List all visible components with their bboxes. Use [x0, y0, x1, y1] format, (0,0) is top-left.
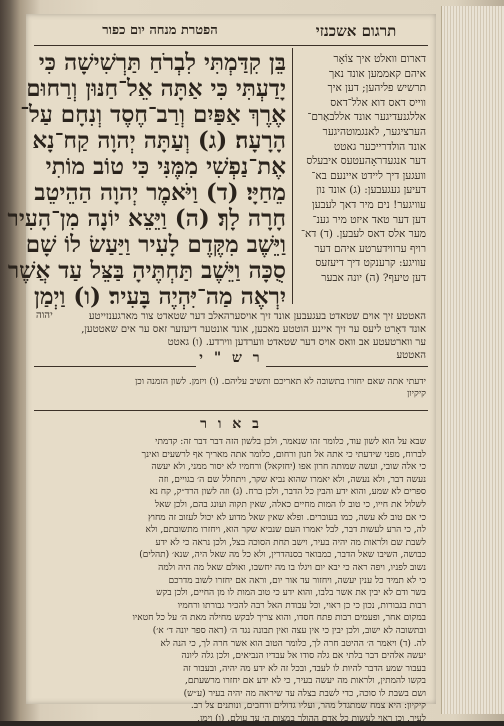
- translation-line: רויף ערווידערטע איהם דער: [314, 242, 426, 255]
- translation-wide-line: האטטע: [396, 350, 426, 361]
- rashi-line: ידעתי אתה שאם יחזרו בתשובה לא תאריכם ותשיב עליהם. (ו) ויזמן. לשון הזמנה וכן: [135, 377, 426, 387]
- haftarah-line: מֵחַיָּי׃ (ד) וַיֹּאמֶר יְהוָה הַהֵיטֵב: [34, 179, 286, 206]
- haftarah-line: אֶת־נַפְשִׁי מִמֶּנִּי כִּי טוֹב מוֹתִי: [45, 153, 286, 180]
- yiddish-translation-column: [286, 52, 426, 286]
- rashi-commentary: [36, 376, 426, 400]
- translation-line: עוויגער! נים מיר דאך לעבען: [311, 198, 426, 211]
- biur-commentary: [36, 436, 426, 726]
- biur-line: לה, כי הרע לעשות דבר, לבל יאמרו העם שנביא שקר הוא, ויחזרו מתשובתם, ולא: [145, 525, 426, 536]
- biur-line: רבות בגבורות, נכון כי כן ראוי, וכל עבודת האל רבה להכיר גבורתו ורחמיו: [177, 600, 426, 611]
- translation-wide-line: האטטע זיך אוים שטאדט בעגעבען אונד זיך אויסערהאלב דער שטאדט צור מארגענזייטע: [88, 311, 426, 322]
- translation-line: הערציגער, לאנגמוטהיגער: [322, 125, 426, 138]
- biur-line: בקשו להמתין, ולראות מה יעשה בעיר, כי לא ידע אם יחזרו מרשעתם,: [184, 676, 426, 687]
- biur-line: נעשה דבר, ולא נעשה, ולא יאמרו שהוא נביא שקר, ויתחלל שם ה׳ בגויים, וזה: [158, 474, 426, 485]
- translation-line: וועגען דיך ליידט איינעם בא־: [311, 169, 426, 182]
- biur-line: ספרים לא שמע, והוא ידע והבין כל הדבר, ולכן ברח. (ג) וזה לשון הרד״ק, קח נא: [149, 487, 426, 498]
- biur-line: ובתשובה לא ישוב, ולכן יבין כי אין עצה ואין תבונה נגד ה׳ (ראה ספר יונה ד׳ א׳): [152, 625, 426, 636]
- biur-line: לברוח, מפני שידעתי כי אתה אל חנון ורחום, כלומר אתה מאריך אף לרשעים ואינך: [141, 449, 426, 460]
- translation-line: אללגנעדיגער אונד אללבאַרם־: [307, 111, 426, 124]
- haftarah-line: חָרָה לָךְ׃ (ה) וַיֵּצֵא יוֹנָה מִן־הָעִיר: [7, 205, 286, 232]
- rashi-title: ר ש " י: [196, 350, 266, 367]
- translation-wide-line: ער ווארטעטע אב וואס אויס דער שטאדט ווערדען ווירדע. (ו) גאטט: [167, 337, 426, 348]
- biur-line: במקום אחר, ופעמים רבות פתח חסדו, והוא צריך לבקש מחילה מאת ה׳ על כל חטאיו: [132, 613, 426, 624]
- translation-line: תרשיש פליהען; דען איך: [327, 82, 426, 95]
- translation-line: דער אנגעדראָהעטעס איבעלס: [306, 155, 426, 168]
- haftarah-line: אֶרֶךְ אַפַּיִם וְרַב־חֶסֶד וְנִחָם עַל־: [20, 101, 286, 128]
- haftarah-line: בֵּן קִדַּמְתִּי לִבְרֹחַ תַּרְשִׁישָׁה כִּי: [38, 49, 286, 76]
- biur-line: כבושה, השיבו שאל הדבר, כמבואר בסנהדרין, ולא כל מה שאל היה, שנא׳ (תהלים): [139, 550, 426, 561]
- biur-line: שבא על הוא לשון עוד, כלומר זהו שנאמר, ולכן בלשון הזה דבר דבר זה: קדמתי: [155, 437, 426, 447]
- biur-line: כי אם טוב לא עשה, כמו בעוברים. ופלא שאין שאל מדוע לא יכול לעזוב זה מחוץ: [147, 512, 426, 523]
- biur-line: לשבת שם ולראות מה יהיה בעיר, וישב תחת הסוכה בצל, ולכן נראה כי לא ידע: [155, 537, 426, 548]
- biur-line: בשר ודם לא יבין את אשר בלבו, והוא ידע כי טוב המות לו מן החיים, ולכן בקש: [156, 588, 426, 599]
- header-rule: [34, 45, 428, 46]
- biur-line: יעשה אלהים דבר בלתי אם גלה סודו אל עבדיו הנביאים, ולכן גלה ליונה: [181, 651, 426, 662]
- biur-line: נשוב לפניו, ויפה ראה כי יבא יום ויגלו בו מה יחשבו, ואולם שאל מה היה ולמה: [158, 562, 426, 573]
- haftarah-column-title: הפטרת מנחה יום כפור: [102, 23, 218, 38]
- biur-line: לה. (ד) ויאמר ה׳ ההיטב חרה לך, כלומר הטוב הוא אשר חרה לך, כי הנה לא: [160, 638, 426, 649]
- biur-top-rule: [34, 410, 428, 411]
- haftarah-line: סֻכָּה וַיֵּשֶׁב תַּחְתֶּיהָ בַּצֵּל עַד אֲשֶׁר: [7, 257, 286, 284]
- biur-line: כי אלה שובי, ועשה שמותה חרון אפו (יחזקאל) ורחמיו לא יסור ממני, ולא יעשה: [151, 462, 426, 473]
- translation-line: ווייס דאס דוא אלל־דאס: [330, 96, 426, 109]
- translation-line: עוויגע: קרענקט דיך דיעזעס: [315, 257, 426, 270]
- biur-line: בעבור שמע הדבר להיות לו לעבד, ובכל זה לא ידע מה יהיה, ובעבור זה: [183, 663, 426, 674]
- book-page: [7, 14, 436, 725]
- biur-line: לשלול את חייו, כי טוב לו המות מחיים כאלה, שאין תקוה ועונג בהם, ולכן שאל: [154, 499, 426, 510]
- translation-line: דען טיעף? (ה) יונה אבער: [321, 271, 426, 284]
- biur-line: ושם בשבת לו סוכה, כדי לשבת בצלה עד שיראה מה יהיה בעיר (ע״ש): [183, 688, 426, 699]
- biur-line: לעיר, וכן ראוי לעשות כל אדם ההולך במצות ה׳ עד עולם. (ו) וימן,: [197, 714, 426, 725]
- translation-line: מער אלס דאס לעבען. (ד) דא־: [300, 228, 426, 241]
- haftarah-line: יִרְאֶה מַה־יִּהְיֶה בָּעִיר׃ (ו) וַיְמַן: [33, 283, 286, 310]
- haftarah-hebrew-column: [7, 49, 286, 322]
- haftarah-catchword: יהוה: [36, 310, 53, 321]
- page-edges: [441, 6, 504, 714]
- translation-line: דארום וואלט איך צוֿאָר: [333, 53, 426, 65]
- translation-column-title: תרגום אשכנזי: [315, 22, 397, 40]
- haftarah-line: הָרָעָה׃ (ג) וְעַתָּה יְהוָה קַח־נָא: [32, 127, 286, 154]
- haftarah-line: יָדַעְתִּי כִּי אַתָּה אֵל־חַנּוּן וְרַחוּם: [26, 75, 286, 102]
- biur-line: כי לא תמיד כל ענין יעשה, ויחזור עד אור יום, וראה אם יחזרו לשוב מדרכם: [168, 575, 426, 586]
- biur-line: קיקיון: היא צמח שמתגדל מהר, ועליו גדולים ורחבים, ונותנים צל רב.: [190, 701, 426, 712]
- haftarah-line: וַיֵּשֶׁב מִקֶּדֶם לָעִיר וַיַּעַשׂ לוֹ שָׁם: [25, 231, 286, 258]
- translation-line: איהם קאממען אונד נאך: [329, 67, 426, 80]
- translation-wide-line: אונד דאָרט ליעס ער זיך איינע הוטטע מאכען, אונד אונטער דיעזער זאס ער אים שאטטען,: [81, 324, 426, 335]
- translation-line: דעיען געגעבען: (ג) אונד נון: [316, 184, 426, 197]
- rashi-line: קיקיון: [407, 389, 426, 399]
- biur-title: ב א ו ר: [200, 416, 262, 432]
- translation-line: דען דער טאד איזט מיר גענ־: [312, 213, 426, 226]
- translation-line: אונד הולדרייכער גאטט: [333, 140, 426, 153]
